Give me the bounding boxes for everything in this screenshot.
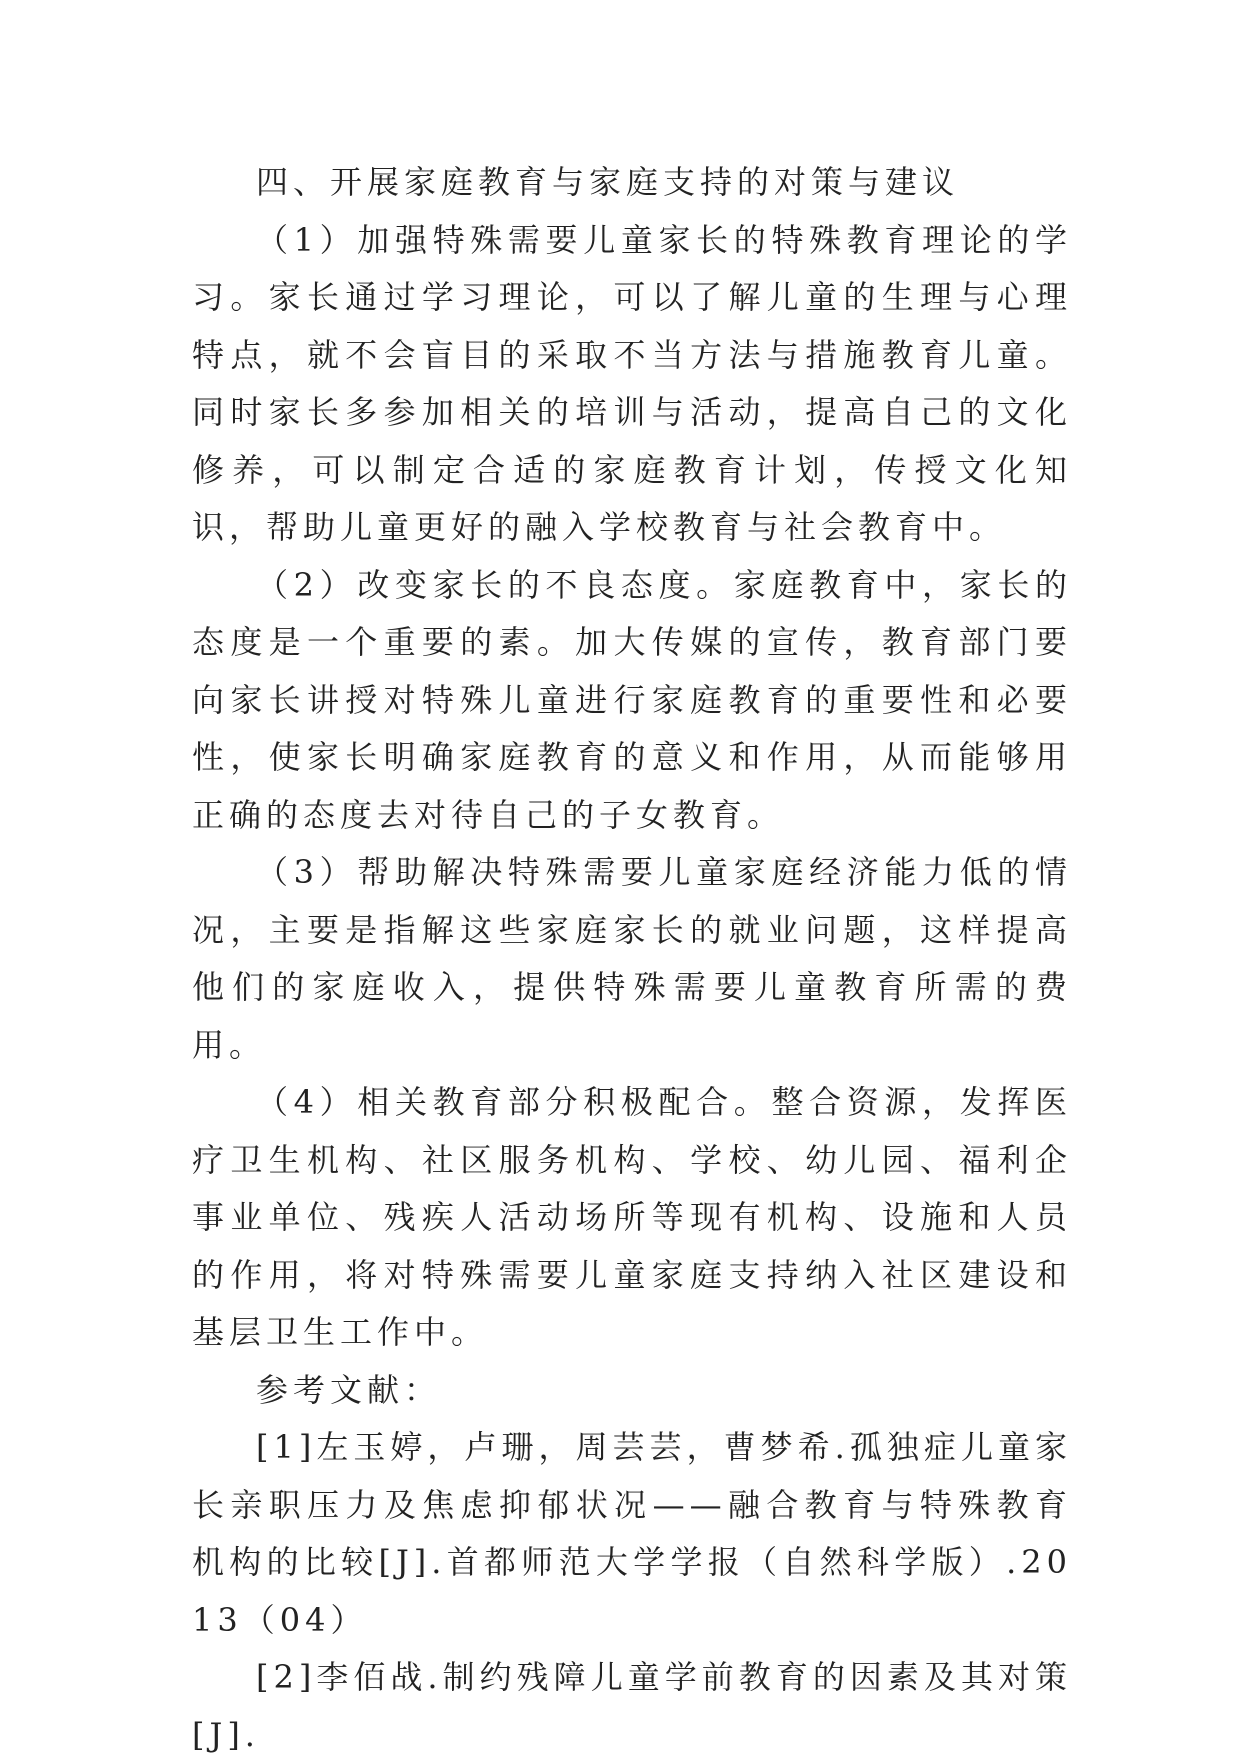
- paragraph-1: （1）加强特殊需要儿童家长的特殊教育理论的学习。家长通过学习理论，可以了解儿童的生理与心理特点，就不会盲目的采取不当方法与措施教育儿童。同时家长多参加相关的培训与活动，提高自己的文化修养，可以制定合适的家庭教育计划，传授文化知识，帮助儿童更好的融入学校教育与社会教育中。: [192, 220, 1072, 546]
- reference-1: [1]左玉婷，卢珊，周芸芸，曹梦希.孤独症儿童家长亲职压力及焦虑抑郁状况——融合教育与特殊教育机构的比较[J].首都师范大学学报（自然科学版）.2013（04）: [192, 1428, 1072, 1639]
- reference-2: [2]李佰战.制约残障儿童学前教育的因素及其对策[J].: [192, 1658, 1072, 1754]
- references-title: 参考文献：: [256, 1370, 442, 1409]
- section-heading: 四、开展家庭教育与家庭支持的对策与建议: [256, 163, 960, 201]
- document-body: [192, 154, 1072, 1764]
- paragraph-2: （2）改变家长的不良态度。家庭教育中，家长的态度是一个重要的素。加大传媒的宣传，教育部门要向家长讲授对特殊儿童进行家庭教育的重要性和必要性，使家长明确家庭教育的意义和作用，从而能够用正确的态度去对待自己的子女教育。: [192, 565, 1072, 834]
- paragraph-4: （4）相关教育部分积极配合。整合资源，发挥医疗卫生机构、社区服务机构、学校、幼儿园、福利企事业单位、残疾人活动场所等现有机构、设施和人员的作用，将对特殊需要儿童家庭支持纳入社区建设和基层卫生工作中。: [192, 1083, 1072, 1351]
- paragraph-3: （3）帮助解决特殊需要儿童家庭经济能力低的情况，主要是指解这些家庭家长的就业问题，这样提高他们的家庭收入，提供特殊需要儿童教育所需的费用。: [192, 853, 1072, 1064]
